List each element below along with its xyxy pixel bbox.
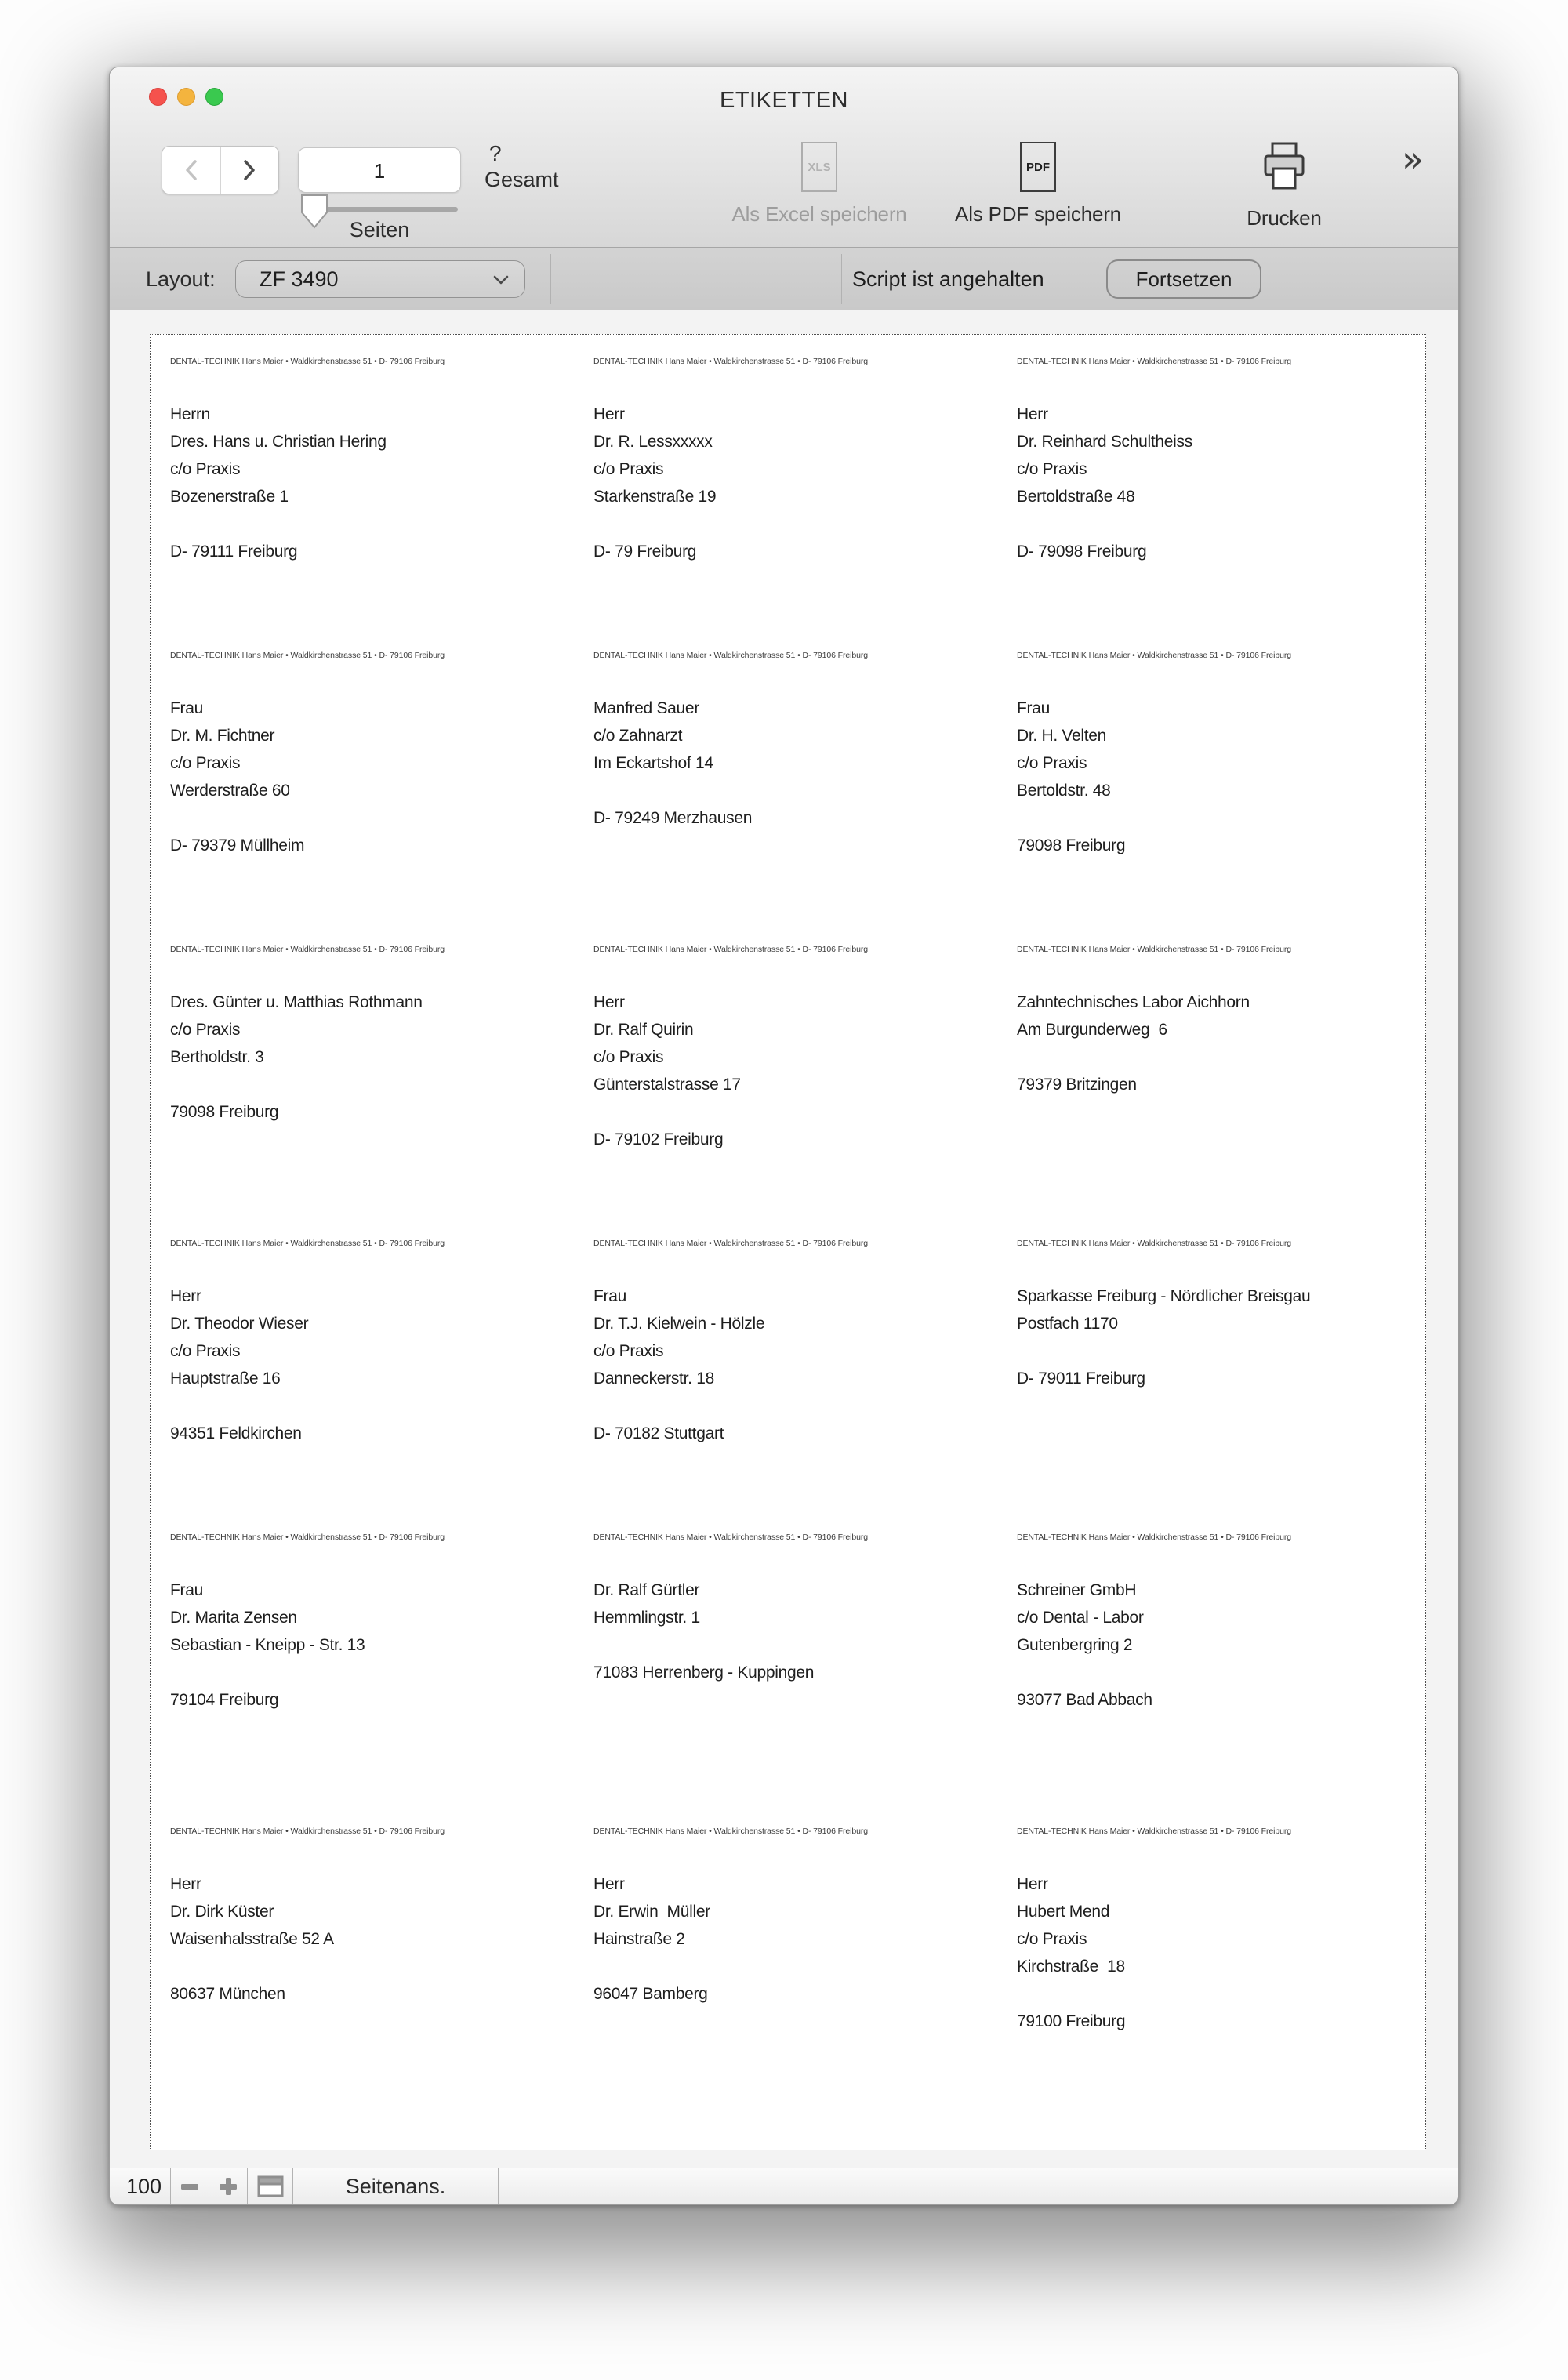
label-line: c/o Praxis	[593, 1342, 664, 1360]
address-label	[1017, 945, 1440, 1239]
label-line: 79098 Freiburg	[1017, 836, 1126, 854]
label-address-lines	[170, 401, 586, 565]
label-line: D- 79379 Müllheim	[170, 836, 305, 854]
xls-document-icon: XLS	[801, 142, 837, 192]
label-line	[593, 777, 1009, 804]
label-sender-line: DENTAL-TECHNIK Hans Maier • Waldkirchenstrasse 51 • D- 79106 Freiburg	[593, 357, 868, 366]
print-label: Drucken	[1247, 206, 1322, 230]
label-sender-line: DENTAL-TECHNIK Hans Maier • Waldkirchenstrasse 51 • D- 79106 Freiburg	[1017, 1827, 1291, 1836]
label-line: Am Burgunderweg 6	[1017, 1021, 1167, 1039]
label-sender-line: DENTAL-TECHNIK Hans Maier • Waldkirchenstrasse 51 • D- 79106 Freiburg	[1017, 357, 1291, 366]
layout-bar-divider	[841, 254, 842, 304]
label-line: Danneckerstr. 18	[593, 1370, 714, 1388]
address-label	[1017, 1533, 1440, 1827]
page-slider-track[interactable]	[307, 207, 458, 212]
label-address-lines	[593, 1576, 1009, 1686]
label-line	[593, 510, 1009, 538]
address-label	[1017, 1827, 1440, 2121]
label-line: Bertoldstraße 48	[1017, 488, 1135, 506]
label-line: D- 79011 Freiburg	[1017, 1370, 1145, 1388]
total-pages-label: Gesamt	[485, 168, 559, 191]
toolbar-overflow-button[interactable]: »	[1402, 138, 1425, 180]
label-line: Herr	[593, 1875, 625, 1893]
page-view-button[interactable]	[248, 2168, 293, 2204]
label-line: Herr	[170, 1875, 201, 1893]
label-line: Starkenstraße 19	[593, 488, 717, 506]
window-chrome	[110, 67, 1458, 248]
label-sender-line: DENTAL-TECHNIK Hans Maier • Waldkirchenstrasse 51 • D- 79106 Freiburg	[593, 1827, 868, 1836]
label-line	[170, 1659, 586, 1686]
label-line	[593, 1631, 1009, 1659]
script-status-text: Script ist angehalten	[852, 267, 1044, 291]
label-line: 79098 Freiburg	[170, 1103, 279, 1121]
label-address-lines	[593, 695, 1009, 832]
view-mode-label[interactable]: Seitenans.	[293, 2168, 499, 2204]
label-sender-line: DENTAL-TECHNIK Hans Maier • Waldkirchenstrasse 51 • D- 79106 Freiburg	[1017, 1239, 1291, 1248]
label-address-lines	[170, 1576, 586, 1714]
label-sender-line: DENTAL-TECHNIK Hans Maier • Waldkirchenstrasse 51 • D- 79106 Freiburg	[593, 1239, 868, 1248]
label-line: c/o Praxis	[170, 1021, 241, 1039]
continue-script-button[interactable]: Fortsetzen	[1106, 259, 1261, 299]
label-line	[170, 1071, 586, 1098]
label-line	[1017, 804, 1432, 832]
label-line: Sparkasse Freiburg - Nördlicher Breisgau	[1017, 1287, 1311, 1305]
label-line: Hauptstraße 16	[170, 1370, 281, 1388]
page-window-icon	[257, 2175, 284, 2197]
label-line	[170, 1392, 586, 1420]
label-line: Dr. Erwin Müller	[593, 1903, 710, 1921]
label-line: Frau	[593, 1287, 626, 1305]
label-line	[593, 1953, 1009, 1980]
label-line: c/o Praxis	[170, 754, 241, 772]
label-line: Dr. Ralf Gürtler	[593, 1581, 700, 1599]
label-line: c/o Zahnarzt	[593, 727, 683, 745]
address-label	[170, 1239, 593, 1533]
previous-page-button[interactable]	[162, 147, 221, 194]
layout-select[interactable]	[235, 260, 525, 298]
label-line: Hemmlingstr. 1	[593, 1609, 700, 1627]
label-line: Dr. Reinhard Schultheiss	[1017, 433, 1192, 451]
zoom-out-button[interactable]	[171, 2168, 209, 2204]
label-sender-line: DENTAL-TECHNIK Hans Maier • Waldkirchenstrasse 51 • D- 79106 Freiburg	[170, 945, 445, 954]
label-line: Dres. Hans u. Christian Hering	[170, 433, 387, 451]
address-label	[170, 945, 593, 1239]
layout-bar	[110, 248, 1458, 310]
label-address-lines	[1017, 1870, 1432, 2035]
printer-icon	[1261, 141, 1307, 193]
address-label	[170, 1533, 593, 1827]
label-address-lines	[170, 695, 586, 859]
label-line: 79100 Freiburg	[1017, 2012, 1126, 2030]
address-label	[593, 1533, 1017, 1827]
zoom-in-button[interactable]	[209, 2168, 248, 2204]
label-line: Dr. M. Fichtner	[170, 727, 275, 745]
address-label	[593, 357, 1017, 651]
label-address-lines	[593, 401, 1009, 565]
label-line	[1017, 1980, 1432, 2008]
status-bar	[110, 2168, 1458, 2204]
label-address-lines	[593, 989, 1009, 1153]
label-line: Herr	[1017, 1875, 1048, 1893]
label-line: Hainstraße 2	[593, 1930, 685, 1948]
layout-select-value: ZF 3490	[260, 267, 339, 291]
titlebar[interactable]	[110, 67, 1458, 130]
preview-area	[110, 310, 1458, 2169]
label-line: c/o Praxis	[170, 1342, 241, 1360]
label-line: Bertholdstr. 3	[170, 1048, 264, 1066]
label-line: 80637 München	[170, 1985, 285, 2003]
label-address-lines	[1017, 1576, 1432, 1714]
page-nav-segmented-control	[162, 146, 279, 194]
label-line: c/o Praxis	[593, 460, 664, 478]
label-line: c/o Praxis	[1017, 754, 1087, 772]
address-label	[593, 945, 1017, 1239]
label-sender-line: DENTAL-TECHNIK Hans Maier • Waldkirchenstrasse 51 • D- 79106 Freiburg	[170, 1239, 445, 1248]
label-line: Sebastian - Kneipp - Str. 13	[170, 1636, 365, 1654]
label-line	[170, 510, 586, 538]
page-number-field[interactable]: 1	[298, 147, 461, 193]
label-line: Dr. Marita Zensen	[170, 1609, 297, 1627]
label-line	[1017, 1659, 1432, 1686]
label-sender-line: DENTAL-TECHNIK Hans Maier • Waldkirchenstrasse 51 • D- 79106 Freiburg	[593, 1533, 868, 1542]
pdf-document-icon: PDF	[1020, 142, 1056, 192]
label-line: 94351 Feldkirchen	[170, 1424, 302, 1442]
label-line: Dr. Theodor Wieser	[170, 1315, 309, 1333]
label-sender-line: DENTAL-TECHNIK Hans Maier • Waldkirchenstrasse 51 • D- 79106 Freiburg	[1017, 1533, 1291, 1542]
label-line: Dr. Ralf Quirin	[593, 1021, 694, 1039]
label-line: c/o Dental - Labor	[1017, 1609, 1144, 1627]
address-label	[593, 1239, 1017, 1533]
label-line: Herr	[593, 405, 625, 423]
print-button[interactable]	[1167, 141, 1402, 230]
address-label	[1017, 1239, 1440, 1533]
label-line: D- 79102 Freiburg	[593, 1130, 724, 1148]
label-address-lines	[1017, 1283, 1432, 1392]
label-line: Herr	[170, 1287, 201, 1305]
address-label	[170, 1827, 593, 2121]
status-bar-spacer	[499, 2168, 1458, 2204]
label-line: D- 79 Freiburg	[593, 542, 697, 561]
next-page-button[interactable]	[221, 147, 279, 194]
label-line: Herr	[593, 993, 625, 1011]
minus-icon	[180, 2176, 200, 2197]
label-sender-line: DENTAL-TECHNIK Hans Maier • Waldkirchenstrasse 51 • D- 79106 Freiburg	[170, 651, 445, 660]
label-line: 96047 Bamberg	[593, 1985, 708, 2003]
layout-label: Layout:	[146, 267, 216, 291]
layout-bar-divider	[550, 254, 551, 304]
chevron-down-icon	[493, 275, 509, 285]
label-line: Dr. H. Velten	[1017, 727, 1106, 745]
label-line: c/o Praxis	[170, 460, 241, 478]
label-address-lines	[170, 1283, 586, 1447]
label-line: Waisenhalsstraße 52 A	[170, 1930, 334, 1948]
label-sender-line: DENTAL-TECHNIK Hans Maier • Waldkirchenstrasse 51 • D- 79106 Freiburg	[593, 945, 868, 954]
label-line: Frau	[170, 699, 203, 717]
label-line: Postfach 1170	[1017, 1315, 1118, 1333]
label-sender-line: DENTAL-TECHNIK Hans Maier • Waldkirchenstrasse 51 • D- 79106 Freiburg	[593, 651, 868, 660]
label-address-lines	[593, 1283, 1009, 1447]
address-label	[593, 1827, 1017, 2121]
label-line: Frau	[1017, 699, 1050, 717]
label-line: Zahntechnisches Labor Aichhorn	[1017, 993, 1250, 1011]
label-line: Dr. T.J. Kielwein - Hölzle	[593, 1315, 765, 1333]
label-line: Günterstalstrasse 17	[593, 1076, 741, 1094]
label-address-lines	[1017, 989, 1432, 1098]
address-label	[170, 357, 593, 651]
label-line: Dr. Dirk Küster	[170, 1903, 274, 1921]
label-address-lines	[1017, 695, 1432, 859]
address-label	[1017, 651, 1440, 945]
label-line: D- 79249 Merzhausen	[593, 809, 753, 827]
label-line	[1017, 1337, 1432, 1365]
label-line: Gutenbergring 2	[1017, 1636, 1133, 1654]
address-label	[170, 651, 593, 945]
zoom-level-value: 100	[110, 2168, 171, 2204]
label-line: 71083 Herrenberg - Kuppingen	[593, 1663, 815, 1682]
label-line: 93077 Bad Abbach	[1017, 1691, 1152, 1709]
label-line	[170, 1953, 586, 1980]
label-sender-line: DENTAL-TECHNIK Hans Maier • Waldkirchenstrasse 51 • D- 79106 Freiburg	[1017, 945, 1291, 954]
label-sender-line: DENTAL-TECHNIK Hans Maier • Waldkirchenstrasse 51 • D- 79106 Freiburg	[1017, 651, 1291, 660]
label-line: 79379 Britzingen	[1017, 1076, 1137, 1094]
plus-icon	[218, 2176, 238, 2197]
label-line: 79104 Freiburg	[170, 1691, 279, 1709]
pages-label: Seiten	[349, 218, 410, 241]
label-line: Im Eckartshof 14	[593, 754, 713, 772]
label-line: D- 79098 Freiburg	[1017, 542, 1147, 561]
label-line: Werderstraße 60	[170, 782, 290, 800]
label-line: Herr	[1017, 405, 1048, 423]
label-address-lines	[170, 989, 586, 1126]
save-as-pdf-label: Als PDF speichern	[955, 202, 1121, 226]
address-label	[1017, 357, 1440, 651]
label-line: D- 79111 Freiburg	[170, 542, 298, 561]
label-sender-line: DENTAL-TECHNIK Hans Maier • Waldkirchenstrasse 51 • D- 79106 Freiburg	[170, 357, 445, 366]
chevron-right-icon	[241, 158, 257, 182]
label-line	[170, 804, 586, 832]
label-sender-line: DENTAL-TECHNIK Hans Maier • Waldkirchenstrasse 51 • D- 79106 Freiburg	[170, 1533, 445, 1542]
label-line: Manfred Sauer	[593, 699, 700, 717]
save-as-excel-label: Als Excel speichern	[731, 202, 907, 226]
label-line: c/o Praxis	[593, 1048, 664, 1066]
chevron-left-icon	[183, 158, 199, 182]
label-line: D- 70182 Stuttgart	[593, 1424, 724, 1442]
label-line: Bozenerstraße 1	[170, 488, 289, 506]
label-line: c/o Praxis	[1017, 460, 1087, 478]
label-line: Hubert Mend	[1017, 1903, 1110, 1921]
toolbar	[110, 130, 1458, 248]
address-label	[593, 651, 1017, 945]
label-address-lines	[593, 1870, 1009, 2008]
label-line: Schreiner GmbH	[1017, 1581, 1137, 1599]
label-line: Kirchstraße 18	[1017, 1957, 1125, 1975]
save-as-pdf-button[interactable]	[920, 141, 1156, 227]
label-sender-line: DENTAL-TECHNIK Hans Maier • Waldkirchenstrasse 51 • D- 79106 Freiburg	[170, 1827, 445, 1836]
label-line	[1017, 1043, 1432, 1071]
label-line	[593, 1098, 1009, 1126]
label-line	[593, 1392, 1009, 1420]
label-line	[1017, 510, 1432, 538]
total-pages-value: ?	[489, 141, 502, 165]
label-address-lines	[170, 1870, 586, 2008]
window-title: ETIKETTEN	[719, 88, 848, 113]
app-window	[109, 67, 1459, 2205]
label-line: Frau	[170, 1581, 203, 1599]
label-address-lines	[1017, 401, 1432, 565]
save-as-excel-button	[702, 141, 937, 227]
label-line: Bertoldstr. 48	[1017, 782, 1111, 800]
label-line: Herrn	[170, 405, 211, 423]
label-line: Dr. R. Lessxxxxx	[593, 433, 713, 451]
label-line: c/o Praxis	[1017, 1930, 1087, 1948]
label-sheet	[150, 334, 1426, 2150]
label-line: Dres. Günter u. Matthias Rothmann	[170, 993, 423, 1011]
